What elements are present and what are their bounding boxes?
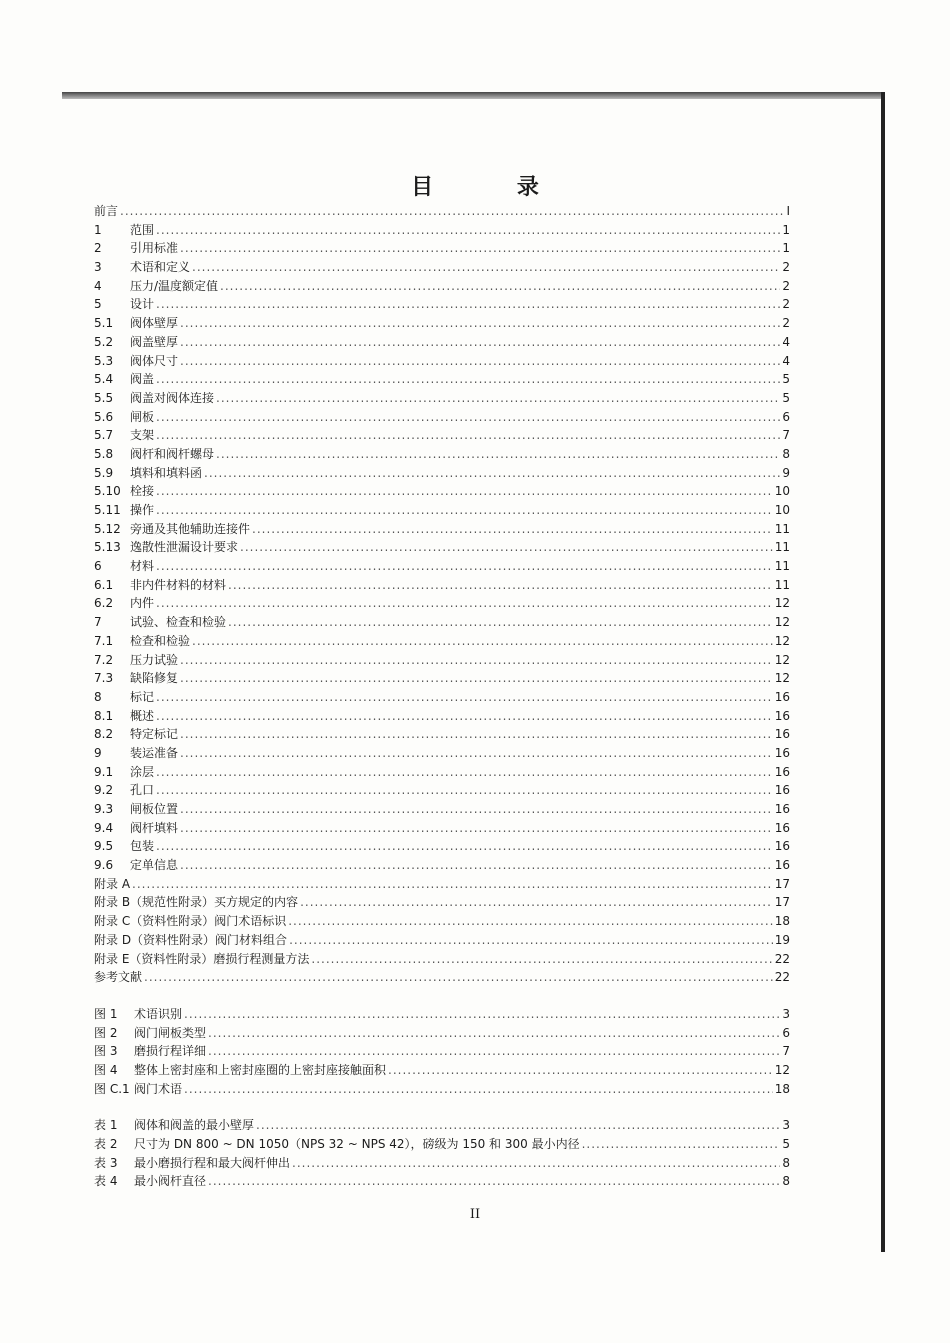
toc-entry-page: 5 — [782, 372, 790, 387]
toc-entry-page: 4 — [782, 353, 790, 368]
toc-entry-number: 8 — [94, 689, 102, 704]
toc-leader-dots — [156, 707, 773, 726]
toc-entry-number: 7.1 — [94, 633, 114, 648]
toc-entry-label: 术语和定义 — [130, 260, 191, 275]
toc-entry-number: 7.3 — [94, 671, 114, 686]
toc-entry-number: 6.1 — [94, 577, 114, 592]
toc-entry-page: 18 — [774, 914, 790, 929]
toc-entry-page: 17 — [774, 876, 790, 891]
toc-leader-dots — [156, 482, 773, 501]
toc-leader-dots — [156, 295, 780, 314]
toc-entry[interactable] — [94, 464, 790, 483]
toc-entry-page: 11 — [774, 521, 790, 536]
toc-entry[interactable] — [94, 725, 790, 744]
toc-entry-page: 16 — [774, 764, 790, 779]
toc-entry-number: 5.1 — [94, 316, 114, 331]
toc-leader-dots — [240, 538, 773, 557]
toc-leader-dots — [156, 426, 780, 445]
toc-entry-label: 最小阀杆直径 — [134, 1174, 207, 1189]
toc-entry-number: 9.3 — [94, 802, 114, 816]
toc-entry-number: 7.2 — [94, 652, 114, 667]
toc-leader-dots — [292, 1154, 780, 1173]
toc-entry[interactable] — [94, 669, 790, 688]
toc-leader-dots — [156, 837, 773, 856]
toc-entry[interactable] — [94, 950, 790, 969]
toc-entry-label: 阀盖壁厚 — [130, 334, 179, 349]
toc-entry-number: 5.10 — [94, 484, 121, 499]
toc-entry-label: 缺陷修复 — [130, 671, 179, 686]
toc-entry-label: 参考文献 — [94, 970, 143, 985]
toc-entry-number: 图 C.1 — [94, 1081, 130, 1096]
toc-entry-number: 9.4 — [94, 820, 114, 835]
toc-entry-label: 阀杆和阀杆螺母 — [130, 446, 215, 461]
toc-entry[interactable] — [94, 501, 790, 520]
toc-entry[interactable] — [94, 856, 790, 875]
toc-entry[interactable] — [94, 893, 790, 912]
toc-entry-label: 最小磨损行程和最大阀杆伸出 — [134, 1155, 291, 1170]
toc-entry-number: 5.5 — [94, 390, 114, 405]
toc-entry-page: 17 — [774, 895, 790, 910]
toc-entry-label: 特定标记 — [130, 727, 179, 742]
toc-leader-dots — [228, 576, 773, 595]
toc-entry[interactable] — [94, 1005, 790, 1024]
toc-entry-label: 旁通及其他辅助连接件 — [130, 521, 251, 536]
toc-entry-label: 阀门闸板类型 — [134, 1025, 207, 1040]
toc-entry-label: 阀体和阀盖的最小壁厚 — [134, 1118, 255, 1133]
toc-leader-dots — [256, 1116, 780, 1135]
toc-entry-label: 设计 — [130, 297, 155, 312]
toc-entry-page: 16 — [774, 802, 790, 816]
toc-leader-dots — [204, 464, 780, 483]
toc-entry-label: 闸板位置 — [130, 802, 179, 816]
toc-entry-number: 6.2 — [94, 596, 114, 611]
toc-entry-number: 3 — [94, 260, 102, 275]
toc-entry-label: 闸板 — [130, 409, 155, 424]
toc-entry[interactable] — [94, 333, 790, 352]
toc-entry-label: 阀杆填料 — [130, 820, 179, 835]
toc-entry[interactable] — [94, 426, 790, 445]
toc-entry-label: 阀盖对阀体连接 — [130, 390, 215, 405]
toc-entry[interactable] — [94, 632, 790, 651]
toc-leader-dots — [184, 1005, 780, 1024]
toc-entry-page: 1 — [782, 241, 790, 256]
toc-leader-dots — [192, 632, 773, 651]
toc-entry-number: 9.2 — [94, 783, 114, 798]
toc-leader-dots — [156, 594, 773, 613]
toc-entry-label: 试验、检查和检验 — [130, 615, 227, 630]
toc-leader-dots — [156, 501, 773, 520]
toc-entry-label: 栓接 — [130, 484, 155, 499]
toc-entry-page: 12 — [774, 1062, 790, 1077]
toc-entry-label: 术语识别 — [134, 1006, 183, 1021]
toc-entry[interactable] — [94, 221, 790, 240]
toc-entry-page: 5 — [782, 1137, 790, 1151]
toc-leader-dots — [156, 221, 780, 240]
toc-leader-dots — [300, 893, 773, 912]
toc-entry-label: 压力/温度额定值 — [130, 278, 219, 293]
toc-entry[interactable] — [94, 781, 790, 800]
toc-entry-page: I — [786, 204, 790, 218]
toc-entry[interactable] — [94, 1172, 790, 1191]
toc-entry[interactable] — [94, 277, 790, 296]
toc-entry-page: 10 — [774, 503, 790, 517]
toc-entry[interactable] — [94, 594, 790, 613]
toc-leader-dots — [132, 875, 773, 894]
toc-entry-number: 图 1 — [94, 1006, 118, 1021]
toc-entry-label: 定单信息 — [130, 858, 179, 873]
toc-entry-page: 16 — [774, 727, 790, 742]
toc-entry-number: 5.8 — [94, 446, 114, 461]
toc-entry-page: 16 — [774, 689, 790, 704]
toc-entry[interactable] — [94, 1042, 790, 1061]
toc-entry[interactable] — [94, 482, 790, 501]
toc-entry[interactable] — [94, 557, 790, 576]
toc-entry[interactable] — [94, 538, 790, 557]
toc-entry-label: 支架 — [130, 428, 155, 443]
toc-entry[interactable] — [94, 520, 790, 539]
toc-leader-dots — [180, 352, 780, 371]
toc-leader-dots — [180, 725, 773, 744]
toc-entry-page: 10 — [774, 484, 790, 499]
toc-entry-label: 逸散性泄漏设计要求 — [130, 540, 239, 555]
toc-entry-page: 2 — [782, 316, 790, 331]
toc-entry-page: 8 — [782, 1174, 790, 1189]
toc-entry-page: 22 — [774, 951, 790, 966]
toc-entry-page: 1 — [782, 222, 790, 237]
toc-leader-dots — [252, 520, 773, 539]
toc-leader-dots — [180, 239, 780, 258]
toc-entry-page: 11 — [774, 559, 790, 574]
toc-entry-page: 2 — [782, 260, 790, 275]
toc-entry[interactable] — [94, 707, 790, 726]
toc-leader-dots — [180, 314, 780, 333]
toc-leader-dots — [288, 912, 773, 931]
toc-entry[interactable] — [94, 931, 790, 950]
toc-entry-number: 表 3 — [94, 1155, 118, 1170]
toc-entry-label: 附录 A — [94, 876, 131, 891]
toc-entry[interactable] — [94, 968, 790, 987]
toc-entry-page: 11 — [774, 577, 790, 592]
toc-entry-label: 内件 — [130, 596, 155, 611]
toc-leader-dots — [156, 763, 773, 782]
toc-leader-dots — [156, 781, 773, 800]
toc-entry[interactable] — [94, 239, 790, 258]
toc-entry-number: 5.6 — [94, 409, 114, 424]
toc-entry[interactable] — [94, 295, 790, 314]
toc-entry-page: 12 — [774, 671, 790, 686]
toc-entry-number: 图 3 — [94, 1044, 118, 1059]
toc-entry[interactable] — [94, 837, 790, 856]
toc-main-section — [94, 202, 790, 987]
toc-entry-page: 4 — [782, 334, 790, 349]
toc-entry[interactable] — [94, 912, 790, 931]
toc-entry-number: 8.2 — [94, 727, 114, 742]
toc-entry-label: 附录 C（资料性附录）阀门术语标识 — [94, 914, 287, 929]
toc-entry-number: 5.2 — [94, 334, 114, 349]
toc-entry-number: 6 — [94, 559, 102, 574]
toc-leader-dots — [220, 277, 780, 296]
toc-entry[interactable] — [94, 875, 790, 894]
toc-entry-label: 材料 — [130, 559, 155, 574]
toc-entry-number: 5.13 — [94, 540, 121, 555]
toc-leader-dots — [208, 1024, 780, 1043]
toc-entry-label: 非内件材料的材料 — [130, 577, 227, 592]
toc-leader-dots — [156, 688, 773, 707]
toc-entry-page: 16 — [774, 820, 790, 835]
toc-entry-label: 概述 — [130, 708, 155, 723]
toc-entry[interactable] — [94, 389, 790, 408]
toc-entry-page: 16 — [774, 858, 790, 873]
toc-leader-dots — [388, 1061, 773, 1080]
toc-entry-page: 16 — [774, 839, 790, 854]
toc-entry-page: 19 — [774, 932, 790, 947]
toc-entry[interactable] — [94, 1135, 790, 1154]
toc-entry-page: 22 — [774, 970, 790, 985]
toc-entry-page: 16 — [774, 708, 790, 723]
toc-entry-number: 4 — [94, 278, 102, 293]
toc-entry-number: 5.11 — [94, 503, 121, 517]
toc-entry[interactable] — [94, 202, 790, 221]
toc-entry[interactable] — [94, 576, 790, 595]
toc-entry-number: 5.4 — [94, 372, 114, 387]
toc-entry-number: 5.12 — [94, 521, 121, 536]
toc-entry[interactable] — [94, 688, 790, 707]
toc-entry[interactable] — [94, 258, 790, 277]
toc-entry-label: 阀盖 — [130, 372, 155, 387]
toc-entry-page: 6 — [782, 1025, 790, 1040]
toc-entry-label: 整体上密封座和上密封座圈的上密封座接触面积 — [134, 1062, 387, 1077]
toc-leader-dots — [216, 389, 780, 408]
toc-entry-label: 操作 — [130, 503, 155, 517]
toc-entry[interactable] — [94, 1061, 790, 1080]
toc-entry-label: 装运准备 — [130, 745, 179, 760]
toc-leader-dots — [208, 1042, 780, 1061]
toc-entry-page: 12 — [774, 652, 790, 667]
toc-entry-page: 18 — [774, 1081, 790, 1096]
toc-entry[interactable] — [94, 819, 790, 838]
toc-leader-dots — [180, 333, 780, 352]
toc-figures-section — [94, 1005, 790, 1098]
toc-entry-number: 表 4 — [94, 1174, 118, 1189]
toc-leader-dots — [180, 744, 773, 763]
toc-entry-number: 9 — [94, 745, 102, 760]
toc-entry-page: 7 — [782, 428, 790, 443]
top-border-rule — [62, 92, 884, 99]
toc-leader-dots — [216, 445, 780, 464]
toc-leader-dots — [180, 800, 773, 819]
toc-leader-dots — [156, 370, 780, 389]
toc-entry-page: 16 — [774, 745, 790, 760]
toc-leader-dots — [156, 408, 780, 427]
toc-entry-number: 图 2 — [94, 1025, 118, 1040]
toc-leader-dots — [582, 1135, 781, 1154]
toc-entry-page: 9 — [782, 465, 790, 480]
toc-entry-label: 前言 — [94, 204, 119, 218]
toc-entry-page: 3 — [782, 1006, 790, 1021]
toc-entry[interactable] — [94, 763, 790, 782]
toc-entry-page: 8 — [782, 1155, 790, 1170]
toc-entry-number: 9.6 — [94, 858, 114, 873]
toc-leader-dots — [180, 651, 773, 670]
toc-entry-label: 孔口 — [130, 783, 155, 798]
toc-entry-label: 涂层 — [130, 764, 155, 779]
toc-entry-page: 12 — [774, 633, 790, 648]
toc-entry-label: 填料和填料函 — [130, 465, 203, 480]
toc-entry-number: 8.1 — [94, 708, 114, 723]
toc-leader-dots — [144, 968, 773, 987]
table-of-contents — [94, 202, 790, 1191]
toc-leader-dots — [180, 856, 773, 875]
toc-entry[interactable] — [94, 744, 790, 763]
toc-entry[interactable] — [94, 408, 790, 427]
page-title: 目 录 — [411, 174, 577, 200]
toc-entry-number: 5.3 — [94, 353, 114, 368]
page-number: II — [469, 1207, 481, 1222]
toc-entry-label: 压力试验 — [130, 652, 179, 667]
toc-entry[interactable] — [94, 352, 790, 371]
toc-entry-number: 5.7 — [94, 428, 114, 443]
toc-entry-page: 11 — [774, 540, 790, 555]
toc-leader-dots — [180, 819, 773, 838]
toc-entry-label: 标记 — [130, 689, 155, 704]
toc-entry[interactable] — [94, 445, 790, 464]
toc-entry-label: 磨损行程详细 — [134, 1044, 207, 1059]
toc-entry-page: 12 — [774, 615, 790, 630]
toc-leader-dots — [289, 931, 773, 950]
toc-entry-page: 12 — [774, 596, 790, 611]
toc-entry-number: 9.1 — [94, 764, 114, 779]
toc-entry[interactable] — [94, 1080, 790, 1099]
toc-entry-number: 5 — [94, 297, 102, 312]
toc-entry-page: 5 — [782, 390, 790, 405]
toc-entry-page: 7 — [782, 1044, 790, 1059]
toc-entry-page: 8 — [782, 446, 790, 461]
toc-entry[interactable] — [94, 1154, 790, 1173]
toc-leader-dots — [156, 557, 773, 576]
toc-entry-label: 检查和检验 — [130, 633, 191, 648]
toc-entry[interactable] — [94, 800, 790, 819]
toc-entry-label: 引用标准 — [130, 241, 179, 256]
toc-entry-label: 阀门术语 — [134, 1081, 183, 1096]
toc-entry-page: 6 — [782, 409, 790, 424]
toc-entry-number: 2 — [94, 241, 102, 256]
toc-entry[interactable] — [94, 651, 790, 670]
toc-entry-number: 图 4 — [94, 1062, 118, 1077]
toc-entry-number: 9.5 — [94, 839, 114, 854]
toc-tables-section — [94, 1116, 790, 1191]
toc-entry-page: 3 — [782, 1118, 790, 1133]
toc-entry-number: 1 — [94, 222, 102, 237]
toc-entry-label: 范围 — [130, 222, 155, 237]
toc-entry-page: 2 — [782, 278, 790, 293]
toc-entry[interactable] — [94, 1024, 790, 1043]
toc-entry[interactable] — [94, 1116, 790, 1135]
toc-entry-label: 阀体尺寸 — [130, 353, 179, 368]
toc-entry-page: 16 — [774, 783, 790, 798]
toc-entry[interactable] — [94, 370, 790, 389]
toc-entry-label: 阀体壁厚 — [130, 316, 179, 331]
toc-leader-dots — [208, 1172, 780, 1191]
toc-entry-number: 5.9 — [94, 465, 114, 480]
toc-entry-label: 附录 E（资料性附录）磨损行程测量方法 — [94, 951, 310, 966]
toc-entry-label: 尺寸为 DN 800 ~ DN 1050（NPS 32 ~ NPS 42），磅级为 150 和 300 最小内径 — [134, 1137, 580, 1151]
toc-entry[interactable] — [94, 314, 790, 333]
toc-entry-page: 2 — [782, 297, 790, 312]
toc-leader-dots — [180, 669, 773, 688]
toc-leader-dots — [120, 202, 784, 221]
toc-entry-number: 7 — [94, 615, 102, 630]
toc-entry-label: 包装 — [130, 839, 155, 854]
toc-leader-dots — [184, 1080, 773, 1099]
toc-entry-label: 附录 B（规范性附录）买方规定的内容 — [94, 895, 299, 910]
toc-entry-label: 附录 D（资料性附录）阀门材料组合 — [94, 932, 288, 947]
right-border-rule — [881, 92, 885, 1252]
toc-entry-number: 表 1 — [94, 1118, 118, 1133]
toc-entry[interactable] — [94, 613, 790, 632]
toc-leader-dots — [311, 950, 772, 969]
toc-leader-dots — [228, 613, 773, 632]
toc-entry-number: 表 2 — [94, 1137, 118, 1151]
toc-leader-dots — [192, 258, 780, 277]
